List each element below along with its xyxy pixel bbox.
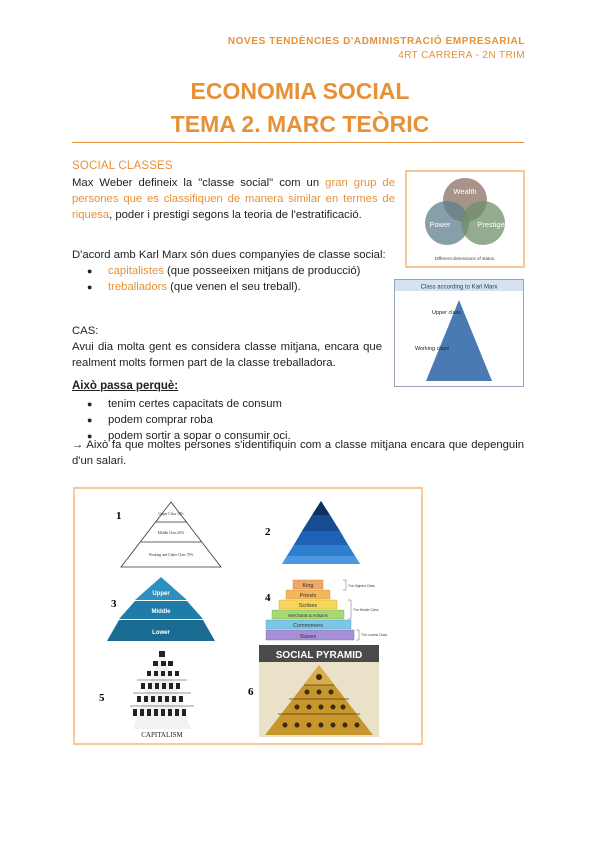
p4-level-5: Slaves [299, 634, 317, 640]
figure-number-3: 3 [111, 598, 117, 610]
list-item: ● tenim certes capacitats de consum [72, 396, 522, 412]
pyramids-collage [73, 487, 423, 745]
p5-capitalism-label: CAPITALISM [141, 731, 183, 739]
weber-text-end: , poder i prestigi segons la teoria de l'estratificació. [109, 209, 362, 221]
p3-middle-label: Middle [151, 609, 171, 615]
venn-power-label: Power [429, 220, 451, 229]
capitalists-term: capitalistes [108, 265, 164, 277]
p4-level-4: Commoners [293, 623, 323, 629]
course-subheader: 4RT CARRERA - 2N TRIM [398, 50, 525, 61]
case-text: Avui dia molta gent es considera classe mitjana, encara que realment molts formen part de la classe treballadora. [72, 341, 382, 369]
p4-level-0: King [302, 583, 314, 589]
p4-note-lowest: The Lowest Class [361, 633, 388, 637]
p1-middle-label: Middle Class 20% [157, 531, 185, 535]
marx-chart-title: Class according to Karl Marx [420, 284, 498, 291]
figure-number-2: 2 [265, 526, 271, 538]
venn-wealth-label: Wealth [453, 187, 477, 196]
pyramid-6 [259, 645, 379, 737]
p4-note-highest: The Highest Class [348, 584, 375, 588]
workers-term: treballadors [108, 281, 168, 293]
p6-title: SOCIAL PYRAMID [275, 650, 363, 661]
weber-paragraph [72, 175, 395, 223]
p4-level-2: Scribes [298, 603, 318, 609]
figure-number-1: 1 [116, 510, 122, 522]
pyramid-2 [282, 501, 360, 564]
list-item: ● podem comprar roba [72, 412, 522, 428]
case-label: CAS: [72, 325, 99, 337]
p4-level-3: Merchants & Artisans [288, 613, 328, 618]
p3-upper-label: Upper [152, 591, 170, 597]
p3-lower-label: Lower [152, 630, 170, 636]
p4-note-middle: The Middle Class [353, 608, 379, 612]
p1-upper-label: Upper Class 10% [158, 512, 184, 516]
pyramid-3 [107, 577, 215, 641]
reasons-heading: Això passa perquè: [72, 380, 179, 392]
venn-diagram [407, 172, 523, 266]
list-item [72, 263, 392, 279]
weber-highlight: gran grup de persones que es classifiquen de manera similar en termes de riquesa [72, 177, 395, 221]
pyramids-collage-drawing [75, 489, 421, 743]
marx-intro: D'acord amb Karl Marx són dues companyies de classe social: [72, 249, 386, 261]
reasons-conclusion: → Això fa que moltes persones s'identifiquin com a classe mitjana encara que depenguin d'un salari. [72, 439, 524, 467]
marx-pyramid-diagram [395, 280, 523, 386]
figure-number-5: 5 [99, 692, 105, 704]
p1-lower-label: Working and Under Class 70% [148, 553, 194, 557]
list-item: ● podem sortir a sopar o consumir oci. [72, 428, 522, 444]
venn-figure [405, 170, 525, 268]
course-header: NOVES TENDÈNCIES D'ADMINISTRACIÓ EMPRESARIAL [227, 36, 525, 47]
venn-prestige-label: Prestige [477, 220, 505, 229]
venn-caption: Different dimensions of status. [434, 256, 496, 261]
weber-text-start: Max Weber defineix la "classe social" com un [72, 177, 326, 189]
marx-working-class-label: Working class [415, 346, 450, 352]
marx-upper-class-label: Upper class [432, 310, 462, 316]
pyramid-1 [121, 502, 221, 567]
page-subtitle: TEMA 2. MARC TEÒRIC [170, 111, 430, 137]
figure-number-4: 4 [265, 592, 271, 604]
pyramid-5 [130, 649, 194, 739]
section-heading: SOCIAL CLASSES [72, 160, 173, 172]
list-item [72, 279, 392, 295]
p4-level-1: Priests [299, 593, 317, 599]
marx-class-figure [394, 279, 524, 387]
title-divider [72, 142, 524, 143]
pyramid-4 [266, 580, 388, 640]
capitalists-desc: (que posseeixen mitjans de producció) [163, 265, 361, 277]
marx-class-list [72, 263, 392, 295]
figure-number-6: 6 [248, 686, 254, 698]
page-title: ECONOMIA SOCIAL [190, 78, 410, 104]
workers-desc: (que venen el seu treball). [167, 281, 301, 293]
